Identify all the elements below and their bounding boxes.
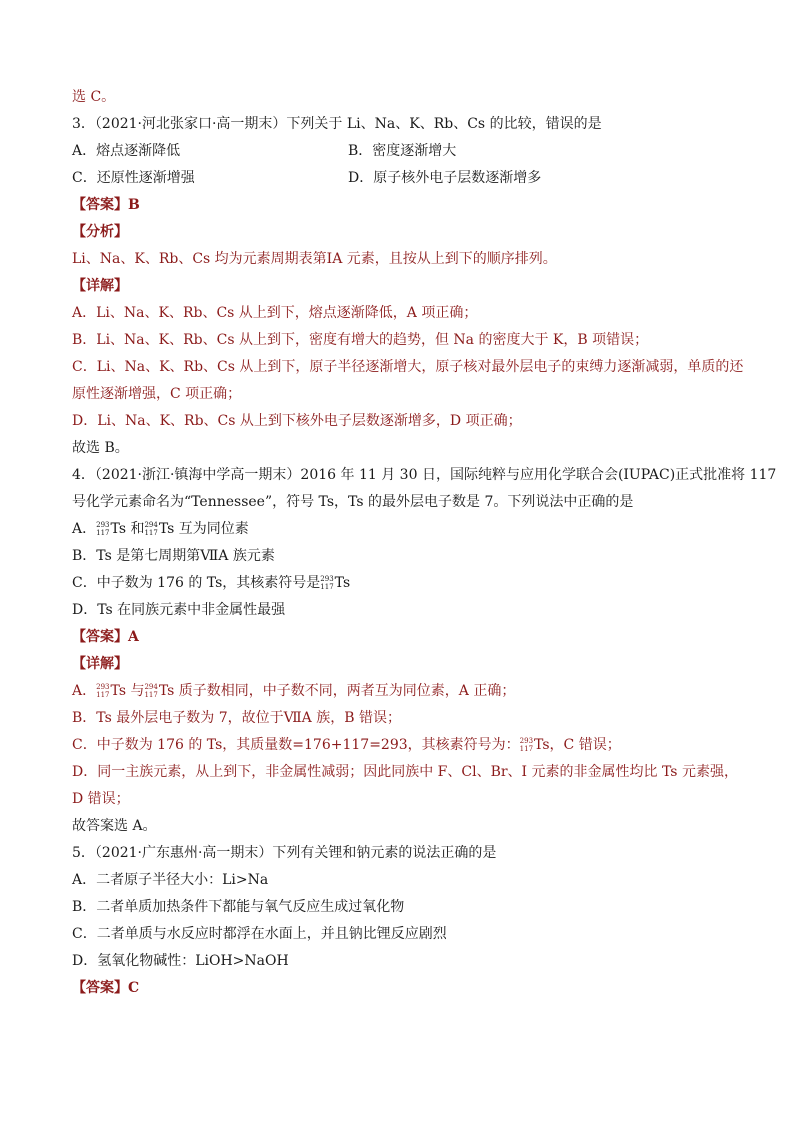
question-3-options-row-2 <box>72 165 732 192</box>
question-4-stem-1: 4．（2021·浙江·镇海中学高一期末）2016 年 11 月 30 日，国际纯粹与应用化学联合会(IUPAC)正式批准将 117 <box>72 467 777 483</box>
nuclide-293 <box>320 575 333 591</box>
detail-text: Ts，C 错误； <box>534 737 621 753</box>
detail-4-d-1: D．同一主族元素，从上到下，非金属性减弱；因此同族中 F、Cl、Br、I 元素的非金属性均比 Ts 元素强， <box>72 764 738 780</box>
detail-label: 【详解】 <box>72 278 128 294</box>
detail-c-2: 原性逐渐增强，C 项正确； <box>72 386 242 402</box>
question-4-option-b: B．Ts 是第七周期第ⅦA 族元素 <box>72 548 275 564</box>
detail-b: B．Li、Na、K、Rb、Cs 从上到下，密度有增大的趋势，但 Na 的密度大于 K，B 项错误； <box>72 332 649 348</box>
question-4-option-a <box>72 516 732 543</box>
atomic-number: 117 <box>144 529 158 537</box>
mass-number: 294 <box>144 683 158 691</box>
option-text: C．中子数为 176 的 Ts，其核素符号是 <box>72 575 321 591</box>
answer-label: 【答案】B <box>72 197 140 213</box>
question-5-option-d: D．氢氧化物碱性：LiOH>NaOH <box>72 953 289 969</box>
detail-text: Ts 质子数相同，中子数不同，两者互为同位素，A 正确； <box>158 683 516 699</box>
question-5-option-b: B．二者单质加热条件下都能与氧气反应生成过氧化物 <box>72 899 405 915</box>
option-b: B．密度逐渐增大 <box>348 143 457 159</box>
atomic-number: 117 <box>320 583 334 591</box>
question-4-option-d: D．Ts 在同族元素中非金属性最强 <box>72 602 286 618</box>
detail-c-1: C．Li、Na、K、Rb、Cs 从上到下，原子半径逐渐增大，原子核对最外层电子的束缚力逐渐减弱，单质的还 <box>72 359 744 375</box>
detail-4-b: B．Ts 最外层电子数为 7，故位于ⅦA 族，B 错误； <box>72 710 401 726</box>
nuclide-293 <box>96 521 109 537</box>
document-page <box>72 84 777 1002</box>
question-5-option-c: C．二者单质与水反应时都浮在水面上，并且钠比锂反应剧烈 <box>72 926 447 942</box>
detail-4-c <box>72 732 732 759</box>
question-5-option-a: A．二者原子半径大小：Li>Na <box>72 872 269 888</box>
nuclide-294 <box>144 521 157 537</box>
detail-a: A．Li、Na、K、Rb、Cs 从上到下，熔点逐渐降低，A 项正确； <box>72 305 478 321</box>
detail-4-d-2: D 错误； <box>72 791 130 807</box>
atomic-number: 117 <box>96 691 110 699</box>
option-a: A．熔点逐渐降低 <box>72 143 181 159</box>
nuclide-293 <box>96 683 109 699</box>
analysis-text: Li、Na、K、Rb、Cs 均为元素周期表第ⅠA 元素，且按从上到下的顺序排列。 <box>72 251 557 267</box>
detail-text: Ts 与 <box>110 683 145 699</box>
answer-conclusion: 选 C。 <box>72 89 116 105</box>
answer-label: 【答案】C <box>72 980 140 996</box>
question-5-stem: 5．（2021·广东惠州·高一期末）下列有关锂和钠元素的说法正确的是 <box>72 845 497 861</box>
option-prefix: A． <box>72 521 97 537</box>
option-c: C．还原性逐渐增强 <box>72 170 195 186</box>
conclusion-3: 故选 B。 <box>72 440 129 456</box>
question-4-stem-2: 号化学元素命名为“Tennessee”，符号 Ts，Ts 的最外层电子数是 7。下列说法中正确的是 <box>72 494 634 510</box>
detail-label: 【详解】 <box>72 656 128 672</box>
mass-number: 294 <box>144 521 158 529</box>
option-text: Ts 互为同位素 <box>158 521 249 537</box>
nuclide-294 <box>144 683 157 699</box>
atomic-number: 117 <box>96 529 110 537</box>
nuclide-293 <box>520 737 533 753</box>
mass-number: 293 <box>320 575 334 583</box>
detail-text: C．中子数为 176 的 Ts，其质量数=176+117=293，其核素符号为： <box>72 737 520 753</box>
mass-number: 293 <box>96 683 110 691</box>
detail-prefix: A． <box>72 683 97 699</box>
mass-number: 293 <box>96 521 110 529</box>
detail-4-a <box>72 678 732 705</box>
option-d: D．原子核外电子层数逐渐增多 <box>348 170 542 186</box>
analysis-label: 【分析】 <box>72 224 128 240</box>
question-3-options-row-1 <box>72 138 732 165</box>
atomic-number: 117 <box>519 745 534 753</box>
question-4-option-c <box>72 570 732 597</box>
detail-d: D．Li、Na、K、Rb、Cs 从上到下核外电子层数逐渐增多，D 项正确； <box>72 413 522 429</box>
option-text: Ts <box>334 575 351 591</box>
option-text: Ts 和 <box>110 521 145 537</box>
atomic-number: 117 <box>144 691 158 699</box>
mass-number: 293 <box>519 737 534 745</box>
answer-label: 【答案】A <box>72 629 139 645</box>
conclusion-4: 故答案选 A。 <box>72 818 157 834</box>
question-3-stem: 3．（2021·河北张家口·高一期末）下列关于 Li、Na、K、Rb、Cs 的比较，错误的是 <box>72 116 602 132</box>
